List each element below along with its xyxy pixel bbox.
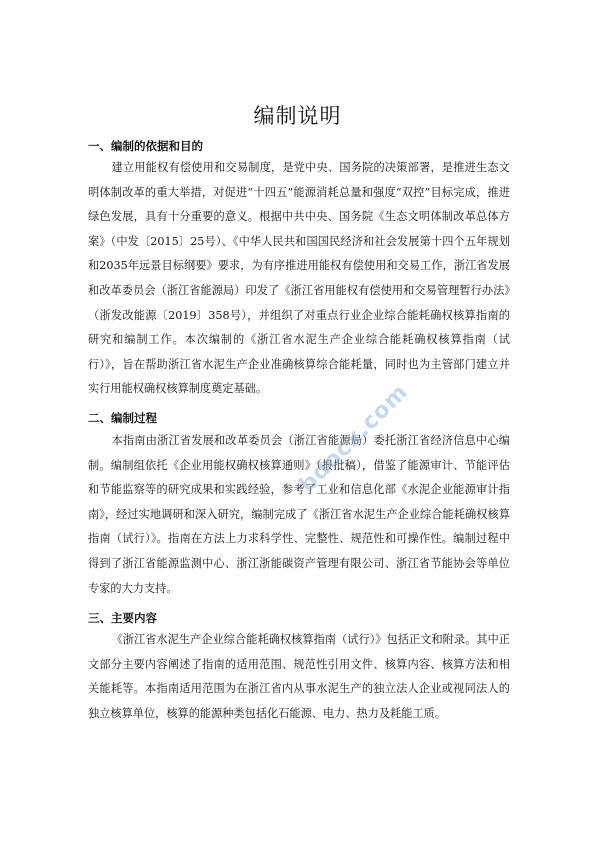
section-paragraph-process: 本指南由浙江省发展和改革委员会（浙江省能源局）委托浙江省经济信息中心编制。编制组依托《企业用能权确权核算通则》（报批稿），借鉴了能源审计、节能评估和节能监察等的研究成果和实践经验，参考了工业和信息化部《水泥企业能源审计指南》，经过实地调研和深入研究，编制完成了《浙江省水泥生产企业综合能耗确权核算指南（试行）》。指南在方法上力求科学性、完整性、规范性和可操作性。编制过程中得到了浙江省能源监测中心、浙江浙能碳资产管理有限公司、浙江省节能协会等单位专家的大力支持。 <box>88 434 510 595</box>
section-heading-basis-purpose: 一、编制的依据和目的 <box>88 139 203 153</box>
section-paragraph-basis-purpose: 建立用能权有偿使用和交易制度，是党中央、国务院的决策部署，是推进生态文明体制改革的重大举措，对促进“十四五”能源消耗总量和强度“双控”目标完成，推进绿色发展，具有十分重要的意义。根据中共中央、国务院《生态文明体制改革总体方案》（中发〔2015〕25号）、《中华人民共和国国民经济和社会发展第十四个五年规划和2035年远景目标纲要》要求，为有序推进用能权有偿使用和交易工作，浙江省发展和改革委员会（浙江省能源局）印发了《浙江省用能权有偿使用和交易管理暂行办法》（浙发改能源〔2019〕358号），并组织了对重点行业企业综合能耗确权核算指南的研究和编制工作。本次编制的《浙江省水泥生产企业综合能耗确权核算指南（试行）》，旨在帮助浙江省水泥生产企业准确核算综合能耗量，同时也为主管部门建立并实行用能权确权核算制度奠定基础。 <box>88 161 510 396</box>
watermark: bdocx.com <box>294 379 414 498</box>
document-title: 编制说明 <box>253 104 342 128</box>
section-heading-process: 二、编制过程 <box>88 411 157 425</box>
section-paragraph-main-content: 《浙江省水泥生产企业综合能耗确权核算指南（试行）》包括正文和附录。其中正文部分主要内容阐述了指南的适用范围、规范性引用文件、核算内容、核算方法和相关能耗等。本指南适用范围为在浙江省内从事水泥生产的独立法人企业或视同法人的独立核算单位，核算的能源种类包括化石能源、电力、热力及耗能工质。 <box>88 633 510 720</box>
section-heading-main-content: 三、主要内容 <box>88 611 157 625</box>
